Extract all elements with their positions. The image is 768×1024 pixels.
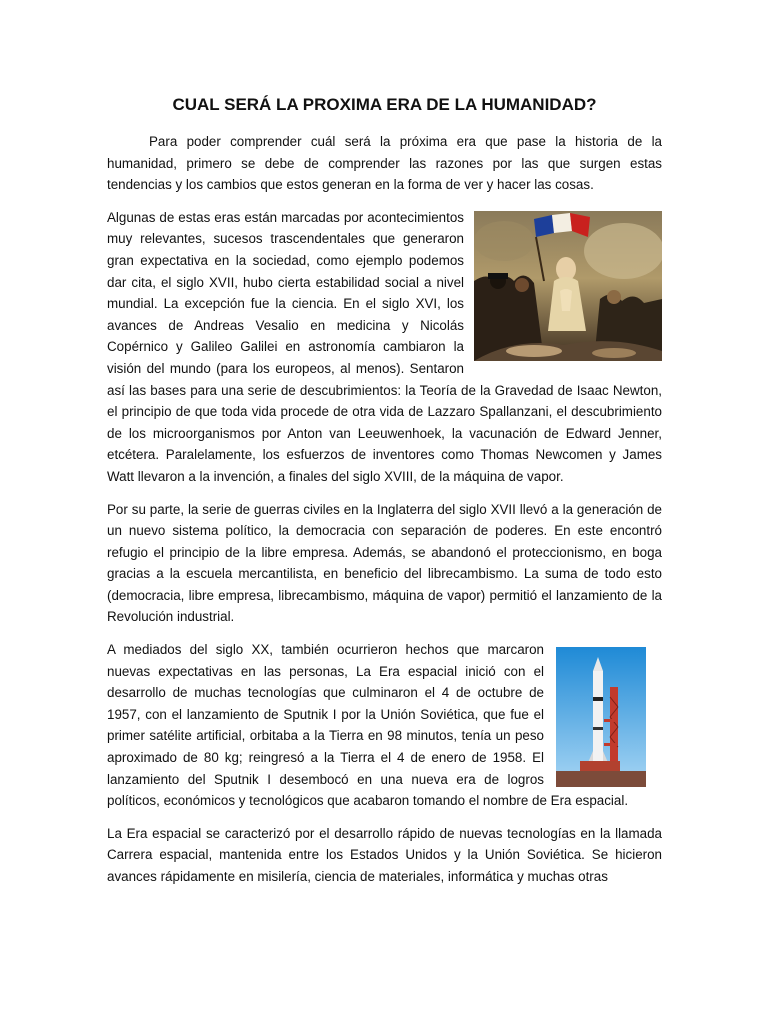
paragraph-revolution: Por su parte, la serie de guerras civiles en la Inglaterra del siglo XVII llevó a la generación de un nuevo sistema político, la democracia con separación de poderes. En este encontró refugio el principio de la libre empresa. Además, se abandonó el proteccionismo, en boga gracias a la escuela mercantilista, en beneficio del librecambismo. La suma de todo esto (democracia, libre empresa, librecambismo, máquina de vapor) permitió el lanzamiento de la Revolución industrial. (107, 501, 662, 625)
rocket-launch-image (556, 647, 646, 787)
paragraph-eras: Algunas de estas eras están marcadas por acontecimientos muy relevantes, sucesos trascendentales que generaron gran expectativa en la sociedad, como ejemplo podemos dar cita, el siglo XVII, hubo cierta estabilidad social a nivel mundial. La excepción fue la ciencia. En el siglo XVI, los avances de Andreas Vesalio en medicina y Nicolás Copérnico y Galileo Galilei en astronomía cambiaron la visión del mundo (para los europeos, al menos). Sentaron así las bases para una serie de descubrimientos: la Teoría de la Gravedad de Isaac Newton, el principio de que toda vida procede de otra vida de Lazzaro Spallanzani, el descubrimiento de los microorganismos por Anton van Leeuwenhoek, la vacunación de Edward Jenner, etcétera. Paralelamente, los esfuerzos de inventores como Thomas Newcomen y James Watt llevaron a la invención, a finales del siglo XVIII, de la máquina de vapor. (107, 209, 662, 484)
paragraph-intro: Para poder comprender cuál será la próxima era que pase la historia de la humanidad, primero se debe de comprender las razones por las que surgen estas tendencias y los cambios que estos generan en la forma de ver y hacer las cosas. (107, 134, 662, 193)
document-page (107, 95, 662, 899)
paragraph-space-race: La Era espacial se caracterizó por el desarrollo rápido de nuevas tecnologías en la llamada Carrera espacial, mantenida entre los Estados Unidos y la Unión Soviética. Se hicieron avances rápidamente en misilería, ciencia de materiales, informática y muchas otras (107, 825, 662, 884)
paragraph-space-age: A mediados del siglo XX, también ocurrieron hechos que marcaron nuevas expectativas en las personas, La Era espacial inició con el desarrollo de muchas tecnologías que culminaron el 4 de octubre de 1957, con el lanzamiento de Sputnik I por la Unión Soviética, que fue el primer satélite artificial, orbitaba a la Tierra en 98 minutos, tenía un peso aproximado de 80 kg; reingresó a la Tierra el 4 de enero de 1958. El lanzamiento del Sputnik I desembocó en una nueva era de logros políticos, económicos y tecnológicos que acabaron tomando el nombre de Era espacial. (107, 642, 629, 809)
liberty-painting-image (474, 211, 662, 361)
document-title: CUAL SERÁ LA PROXIMA ERA DE LA HUMANIDAD? (172, 95, 597, 114)
